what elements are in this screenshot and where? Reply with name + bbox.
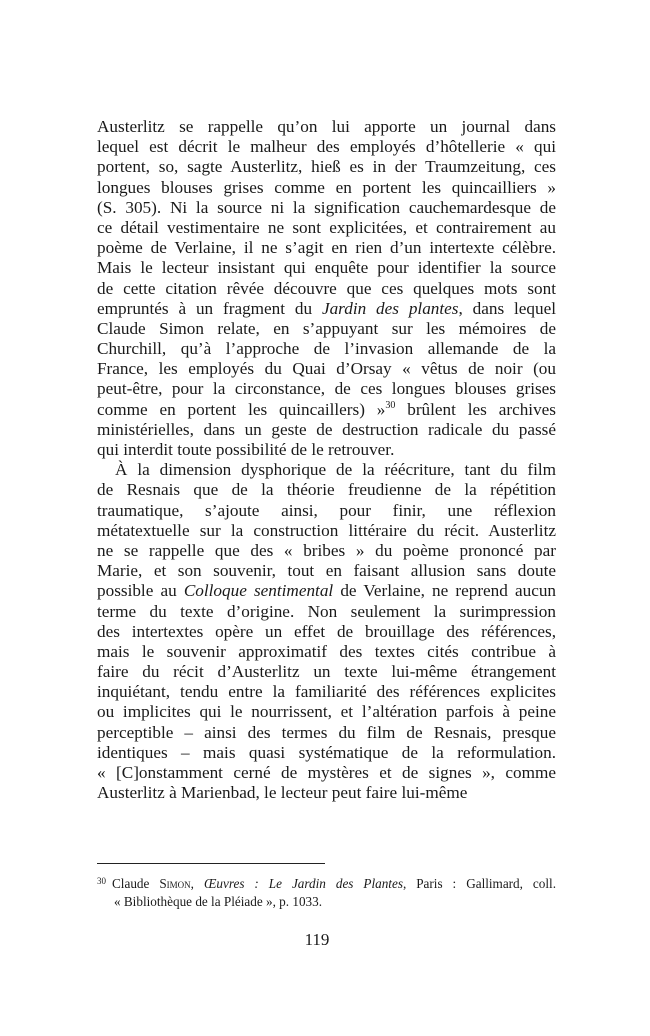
- text-segment: empruntés à un fragment du: [97, 298, 322, 318]
- text-line: [97, 379, 556, 399]
- text-segment: ou implicites qui le nourrissent, et l’altération parfois à peine: [97, 702, 556, 722]
- text-segment: faire du récit d’Austerlitz un texte lui-même étrangement: [97, 662, 556, 682]
- text-segment: peut-être, pour la circonstance, de ces longues blouses grises: [97, 379, 556, 399]
- text-line: [97, 299, 556, 319]
- text-line: [97, 460, 556, 480]
- text-line: [97, 279, 556, 299]
- text-segment: France, les employés du Quai d’Orsay « vêtus de noir (ou: [97, 359, 556, 379]
- text-line: [97, 763, 556, 783]
- text-line: [97, 682, 556, 702]
- text-line: [97, 117, 556, 137]
- text-segment: comme en portent les quincaillers) »: [97, 399, 386, 419]
- text-line: [97, 501, 556, 521]
- footnote-line-1: [97, 872, 556, 893]
- footnote-number: 30: [97, 876, 106, 886]
- text-segment: portent, so, sagte Austerlitz, hieß es in der Traumzeitung, ces: [97, 157, 556, 177]
- text-segment: longues blouses grises comme en portent les quincailliers »: [97, 177, 556, 197]
- text-segment: de Verlaine, ne reprend aucun: [333, 581, 557, 601]
- body-text: [97, 117, 556, 803]
- text-segment: perceptible – ainsi des termes du film de Resnais, presque: [97, 722, 556, 742]
- text-segment: terme du texte d’origine. Non seulement la surimpression: [97, 601, 556, 621]
- footnote-line-2: [97, 893, 556, 911]
- text-segment: Claude: [112, 876, 160, 891]
- text-line: [97, 258, 556, 278]
- text-segment: de Resnais que de la théorie freudienne de la répétition: [97, 480, 556, 500]
- text-segment: ,: [190, 876, 204, 891]
- author-name: Simon: [159, 876, 191, 891]
- text-line: [97, 157, 556, 177]
- text-segment: ne se rappelle que des « bribes » du poème prononcé par: [97, 540, 556, 560]
- text-line: [97, 581, 556, 601]
- text-line: [97, 178, 556, 198]
- text-segment: traumatique, s’ajoute ainsi, pour finir, une réflexion: [97, 500, 556, 520]
- text-line: [97, 137, 556, 157]
- text-segment: poème de Verlaine, il ne s’agit en rien d’un intertexte célèbre.: [97, 238, 556, 258]
- text-segment: ministérielles, dans un geste de destruction radicale du passé: [97, 419, 556, 439]
- text-line: [97, 440, 556, 460]
- text-segment: « Bibliothèque de la Pléiade », p. 1033.: [114, 894, 323, 909]
- text-segment: Mais le lecteur insistant qui enquête pour identifier la source: [97, 258, 556, 278]
- text-segment: possible au: [97, 581, 184, 601]
- text-segment: qui interdit toute possibilité de le retrouver.: [97, 440, 395, 459]
- text-line: [97, 480, 556, 500]
- text-segment: brûlent les archives: [395, 399, 556, 419]
- text-line: [97, 521, 556, 541]
- italic-title: Jardin des plantes: [321, 298, 459, 318]
- text-segment: Austerlitz à Marienbad, le lecteur peut faire lui-même: [97, 783, 468, 803]
- text-line: [97, 359, 556, 379]
- text-segment: À la dimension dysphorique de la réécriture, tant du film: [115, 460, 556, 480]
- text-segment: métatextuelle sur la construction littéraire du récit. Austerlitz: [97, 520, 556, 540]
- text-line: [97, 541, 556, 561]
- footnote-reference[interactable]: 30: [385, 399, 396, 411]
- text-segment: , Paris : Gallimard, coll.: [402, 876, 556, 891]
- italic-title: Œuvres : Le Jardin des Plantes: [203, 876, 403, 891]
- text-line: [97, 400, 556, 420]
- text-line: [97, 319, 556, 339]
- text-segment: des intertextes opère un effet de brouillage des références,: [97, 621, 556, 641]
- footnote: [97, 872, 556, 911]
- text-line: [97, 238, 556, 258]
- text-segment: (S. 305). Ni la source ni la signification cauchemardesque de: [97, 197, 556, 217]
- text-line: [97, 662, 556, 682]
- text-segment: de cette citation rêvée découvre que ces quelques mots sont: [97, 278, 556, 298]
- text-segment: lequel est décrit le malheur des employés d’hôtellerie « qui: [97, 137, 556, 157]
- text-segment: Austerlitz se rappelle qu’on lui apporte un journal dans: [97, 117, 556, 136]
- text-line: [97, 743, 556, 763]
- text-line: [97, 642, 556, 662]
- text-line: [97, 723, 556, 743]
- text-segment: Claude Simon relate, en s’appuyant sur les mémoires de: [97, 318, 556, 338]
- text-line: [97, 702, 556, 722]
- text-line: [97, 218, 556, 238]
- italic-title: Colloque sentimental: [183, 581, 334, 601]
- text-segment: Marie, et son souvenir, tout en faisant allusion sans doute: [97, 561, 556, 581]
- text-line: [97, 198, 556, 218]
- text-segment: ce détail vestimentaire ne sont explicitées, et contrairement au: [97, 217, 556, 237]
- text-segment: inquiétant, tendu entre la familiarité des références explicites: [97, 682, 556, 702]
- text-line: [97, 622, 556, 642]
- text-line: [97, 783, 556, 803]
- text-line: [97, 339, 556, 359]
- text-segment: mais le souvenir approximatif des textes cités contribue à: [97, 641, 556, 661]
- footnote-separator: [97, 863, 325, 864]
- page-number: 119: [304, 930, 330, 949]
- text-segment: identiques – mais quasi systématique de la reformulation.: [97, 742, 556, 762]
- text-line: [97, 561, 556, 581]
- text-line: [97, 602, 556, 622]
- text-line: [97, 420, 556, 440]
- text-segment: , dans lequel: [458, 298, 557, 318]
- text-segment: Churchill, qu’à l’approche de l’invasion allemande de la: [97, 339, 556, 359]
- text-segment: « [C]onstamment cerné de mystères et de signes », comme: [97, 763, 556, 782]
